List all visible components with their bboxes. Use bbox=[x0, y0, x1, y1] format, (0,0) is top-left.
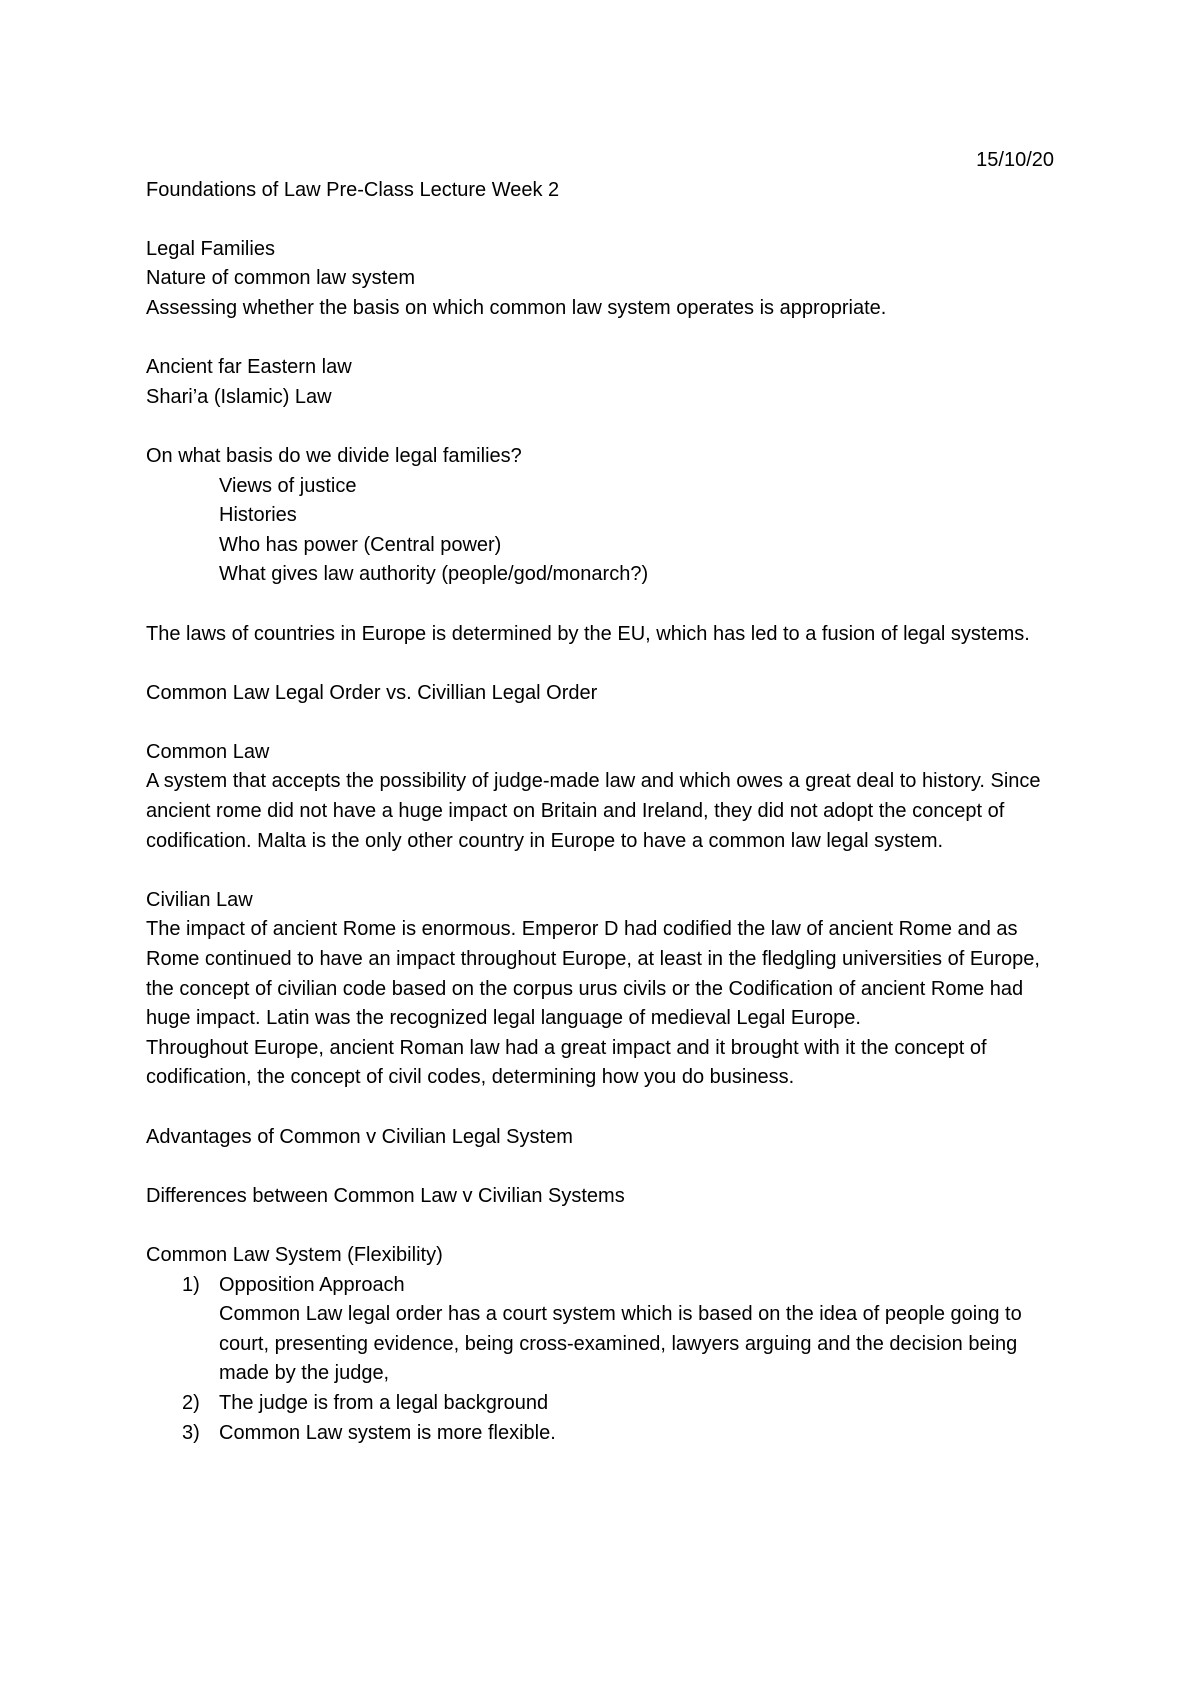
list-item-detail: Common Law legal order has a court system which is based on the idea of people going to court, presenting evidence, being cross-examined, lawyers arguing and the decision being made by the judge, bbox=[219, 1303, 1022, 1385]
legal-family-line: Shari’a (Islamic) Law bbox=[146, 385, 332, 408]
list-item-title: Common Law system is more flexible. bbox=[219, 1421, 556, 1444]
division-basis-item: Histories bbox=[219, 504, 297, 527]
blank-line bbox=[146, 649, 1054, 679]
blank-line bbox=[146, 1093, 1054, 1123]
list-item-title: Opposition Approach bbox=[219, 1273, 405, 1296]
intro-line: Nature of common law system bbox=[146, 267, 415, 290]
civilian-law-heading: Civilian Law bbox=[146, 888, 253, 911]
differences-heading: Differences between Common Law v Civilian Systems bbox=[146, 1184, 625, 1207]
lecture-date: 15/10/20 bbox=[976, 149, 1054, 171]
advantages-heading: Advantages of Common v Civilian Legal System bbox=[146, 1125, 573, 1148]
list-item bbox=[146, 1271, 1054, 1389]
blank-line bbox=[146, 1211, 1054, 1241]
common-law-heading: Common Law bbox=[146, 740, 270, 763]
common-system-heading: Common Law System (Flexibility) bbox=[146, 1243, 443, 1266]
blank-line bbox=[146, 1152, 1054, 1182]
blank-line bbox=[146, 205, 1054, 235]
blank-line bbox=[146, 324, 1054, 354]
list-item bbox=[146, 1389, 1054, 1419]
list-number: 2) bbox=[182, 1391, 200, 1414]
list-item-title: The judge is from a legal background bbox=[219, 1391, 549, 1414]
legal-family-line: Ancient far Eastern law bbox=[146, 356, 352, 379]
document-body bbox=[146, 146, 1054, 1448]
division-basis-item: Who has power (Central power) bbox=[219, 533, 502, 556]
list-number: 3) bbox=[182, 1421, 200, 1444]
list-number: 1) bbox=[182, 1273, 200, 1296]
division-question: On what basis do we divide legal families? bbox=[146, 444, 522, 467]
document-title: Foundations of Law Pre-Class Lecture Week 2 bbox=[146, 178, 560, 201]
blank-line bbox=[146, 412, 1054, 442]
comparison-heading: Common Law Legal Order vs. Civillian Legal Order bbox=[146, 681, 598, 704]
intro-line: Assessing whether the basis on which common law system operates is appropriate. bbox=[146, 296, 887, 319]
blank-line bbox=[146, 856, 1054, 886]
blank-line bbox=[146, 708, 1054, 738]
civilian-law-paragraph: Throughout Europe, ancient Roman law had a great impact and it brought with it the concept of codification, the concept of civil codes, determining how you do business. bbox=[146, 1036, 987, 1089]
civilian-law-paragraph: The impact of ancient Rome is enormous. Emperor D had codified the law of ancient Rome and as Rome continued to have an impact throughout Europe, at least in the fledgling universities of Europe, the concept of civilian code based on the corpus urus civils or the Codification of ancient Rome had huge impact. Latin was the recognized legal language of medieval Legal Europe. bbox=[146, 918, 1040, 1030]
common-system-list bbox=[146, 1271, 1054, 1449]
intro-line: Legal Families bbox=[146, 237, 275, 260]
eu-paragraph: The laws of countries in Europe is determined by the EU, which has led to a fusion of legal systems. bbox=[146, 622, 1030, 645]
division-basis-item: Views of justice bbox=[219, 474, 357, 497]
common-law-paragraph: A system that accepts the possibility of judge-made law and which owes a great deal to history. Since ancient rome did not have a huge impact on Britain and Ireland, they did not adopt the concept of codification. Malta is the only other country in Europe to have a common law legal system. bbox=[146, 770, 1041, 852]
blank-line bbox=[146, 590, 1054, 620]
list-item bbox=[146, 1419, 1054, 1449]
division-basis-item: What gives law authority (people/god/monarch?) bbox=[219, 563, 649, 586]
